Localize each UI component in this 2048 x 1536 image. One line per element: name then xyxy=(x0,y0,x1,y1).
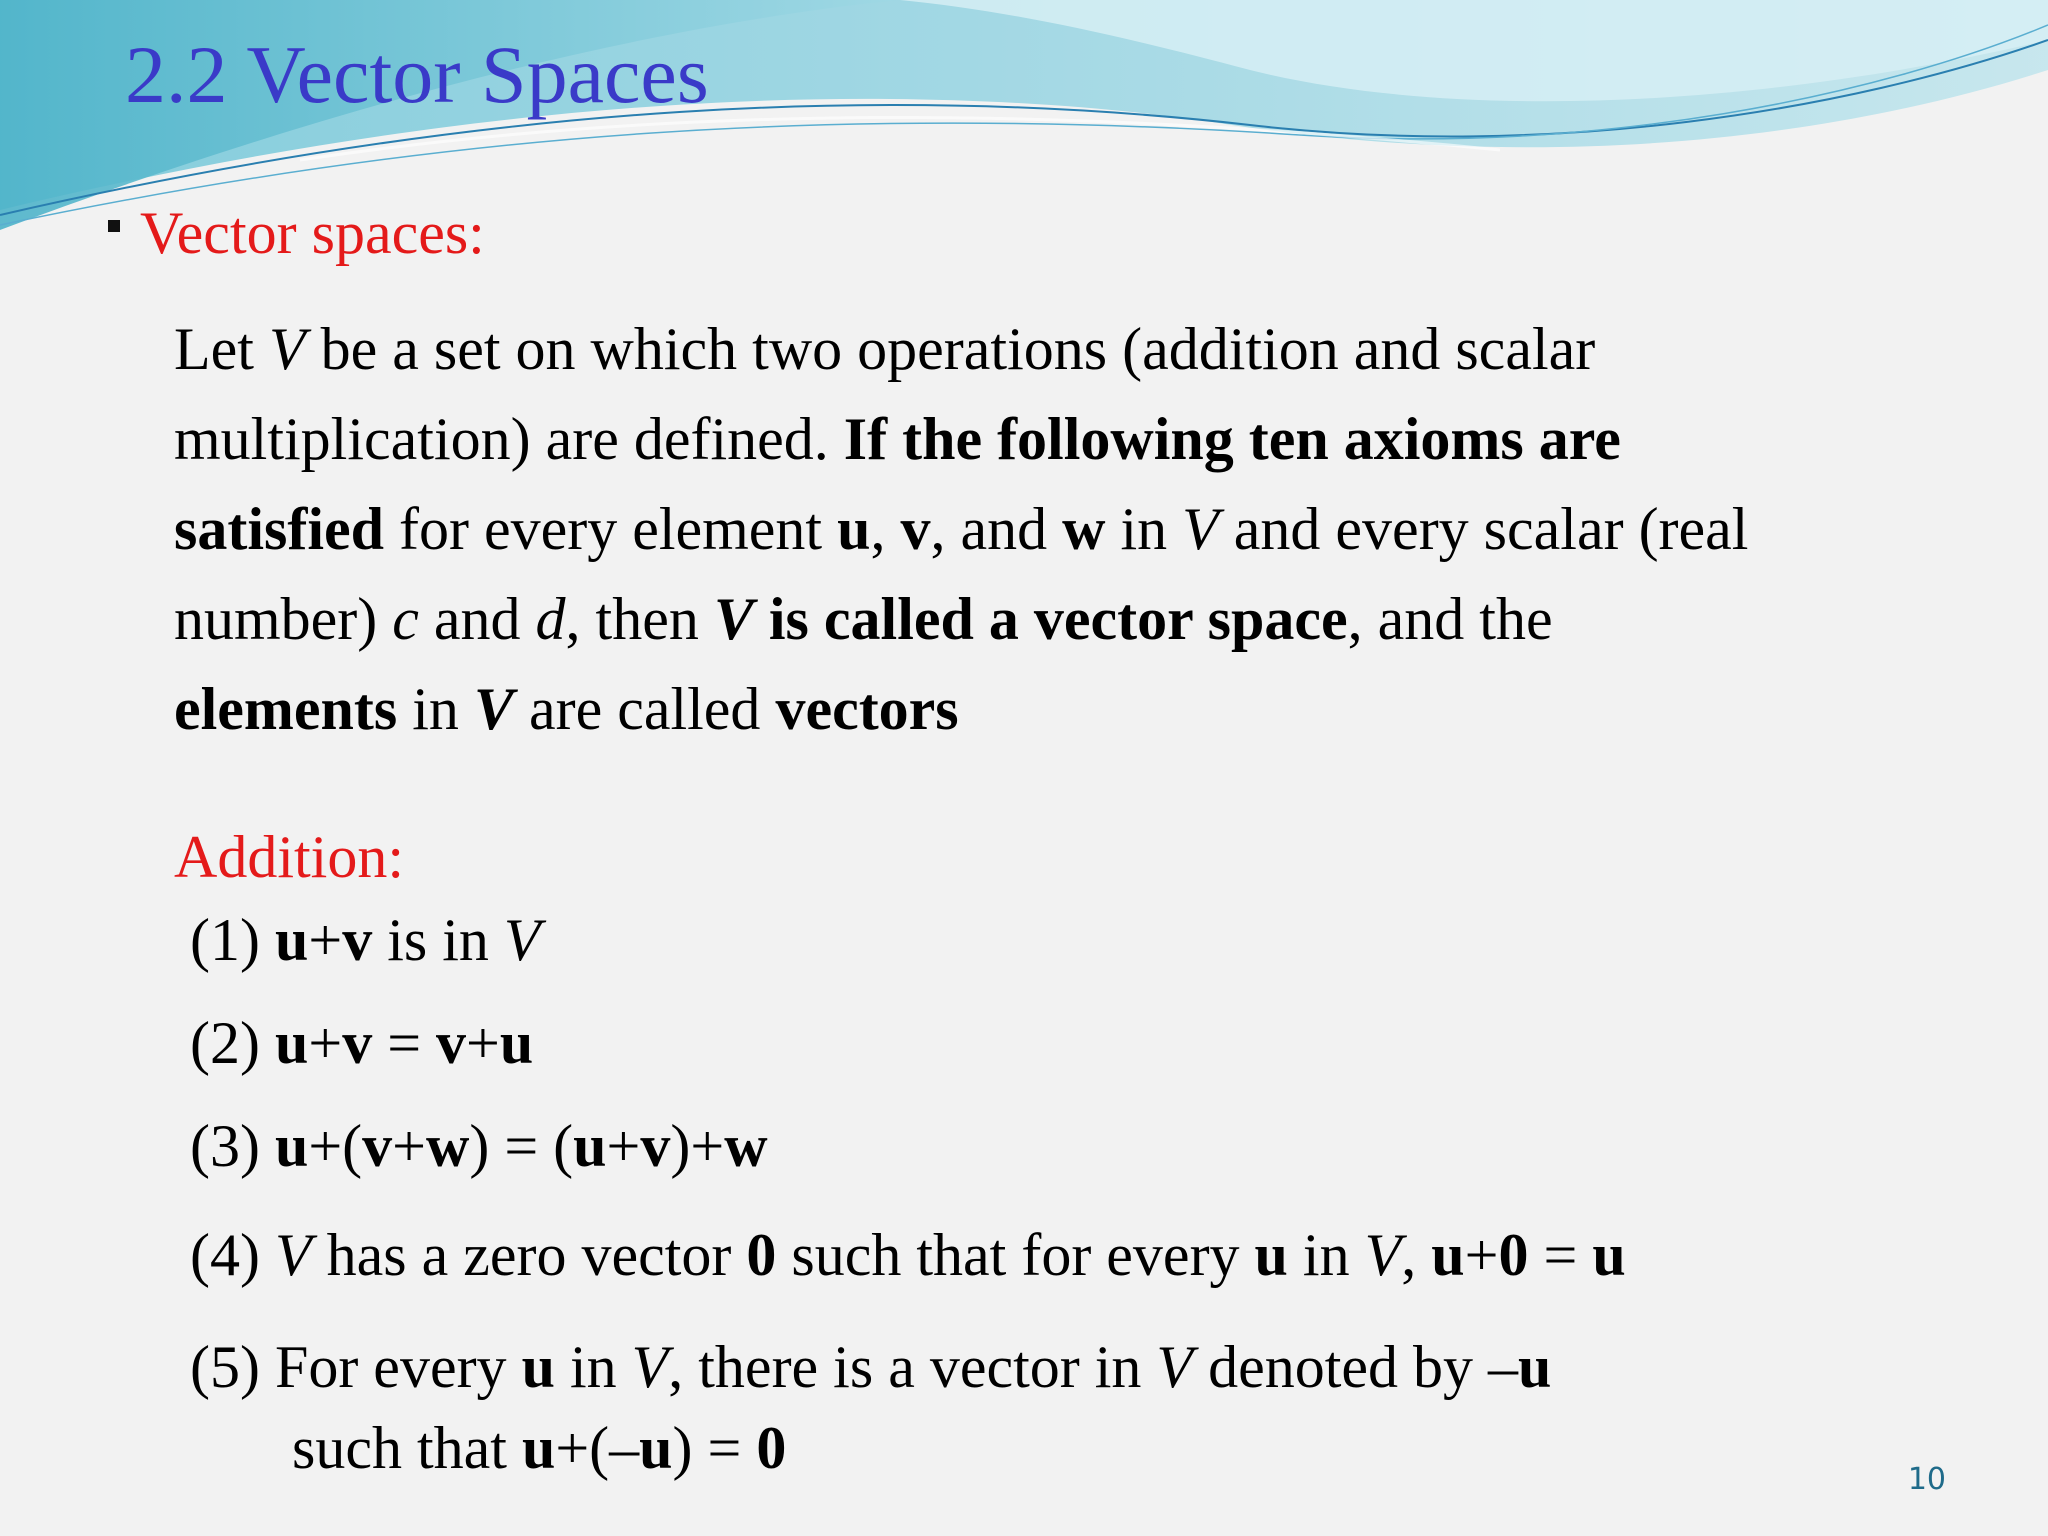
axiom-2: (2) u+v = v+u xyxy=(190,1010,534,1076)
bullet-label: Vector spaces: xyxy=(140,200,485,266)
definition-line-3: satisfied for every element u, v, and w in V and every scalar (real xyxy=(174,496,1749,562)
addition-heading: Addition: xyxy=(174,824,405,890)
square-bullet-icon xyxy=(108,220,120,232)
definition-line-4: number) c and d, then V is called a vector space, and the xyxy=(174,586,1553,652)
definition-line-2: multiplication) are defined. If the following ten axioms are xyxy=(174,406,1621,472)
definition-line-5: elements in V are called vectors xyxy=(174,676,959,742)
definition-line-1: Let V be a set on which two operations (addition and scalar xyxy=(174,316,1596,382)
page-number: 10 xyxy=(1907,1462,1946,1497)
axiom-1: (1) u+v is in V xyxy=(190,907,541,973)
axiom-4: (4) V has a zero vector 0 such that for every u in V, u+0 = u xyxy=(190,1222,1626,1288)
axiom-3: (3) u+(v+w) = (u+v)+w xyxy=(190,1113,768,1179)
slide-title: 2.2 Vector Spaces xyxy=(125,29,709,120)
bullet-vector-spaces xyxy=(108,198,485,268)
axiom-5-line-2: such that u+(–u) = 0 xyxy=(292,1415,787,1481)
axiom-5-line-1: (5) For every u in V, there is a vector in V denoted by –u xyxy=(190,1334,1552,1400)
